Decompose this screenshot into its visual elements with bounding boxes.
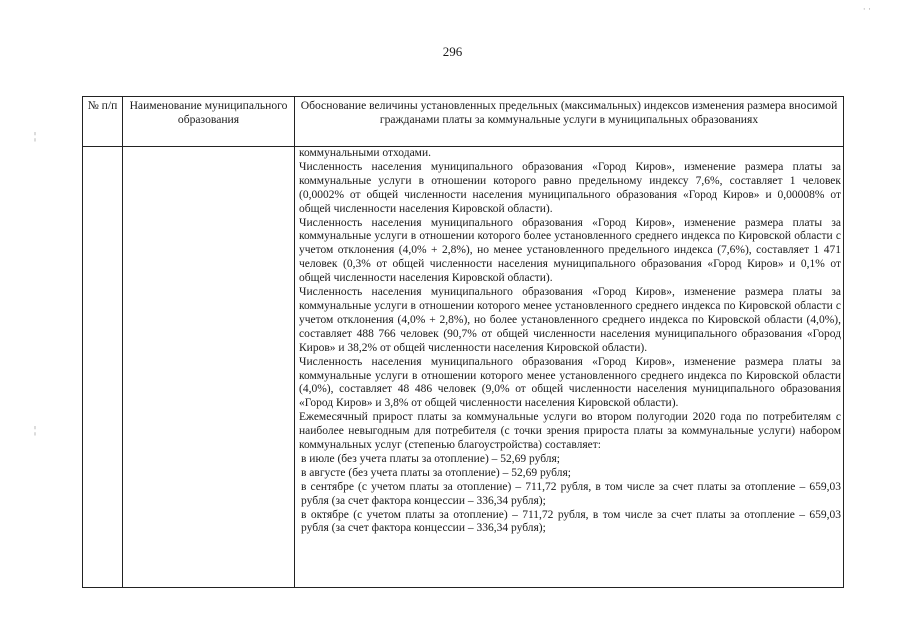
paragraph: Ежемесячный прирост платы за коммунальные услуги во втором полугодии 2020 года по потребителям с наиболее невыгодным для потребителя (с точки зрения прироста платы за коммунальные услуги) набором коммунальных услуг (степенью благоустройства) составляет: [299, 411, 841, 452]
list-item: в сентябре (с учетом платы за отопление) – 711,72 рубля, в том числе за счет платы за отопление – 659,03 рубля (за счет фактора концессии – 336,34 рубля); [301, 480, 841, 507]
list-item: в июле (без учета платы за отопление) – 52,69 рубля; [301, 452, 561, 465]
paragraph: Численность населения муниципального образования «Город Киров», изменение размера платы за коммунальные услуги в отношении которого менее установленного среднего индекса по Кировской области с учетом отклонения (4,0% + 2,8%), но более установленного среднего индекса по Кировской области (4,0%), составляет 488 766 человек (90,7% от общей численности населения муниципального образования «Город Киров» и 38,2% от общей численности населения Кировской области). [299, 286, 841, 354]
list-item: в августе (без учета платы за отопление) – 52,69 рубля; [301, 466, 571, 479]
justification-cell [299, 147, 841, 536]
header-justification: Обоснование величины установленных предельных (максимальных) индексов изменения размера вносимой гражданами платы за коммунальные услуги в муниципальных образованиях [300, 99, 838, 126]
paragraph: Численность населения муниципального образования «Город Киров», изменение размера платы за коммунальные услуги в отношении которого менее установленного среднего индекса по Кировской области (4,0%), составляет 48 486 человек (9,0% от общей численности населения муниципального образования «Город Киров» и 3,8% от общей численности населения Кировской области). [299, 355, 841, 410]
list-item: в октябре (с учетом платы за отопление) – 711,72 рубля, в том числе за счет платы за отопление – 659,03 рубля (за счет фактора концессии – 336,34 рубля); [301, 508, 841, 535]
scan-artifact-mark: ¦ [34, 425, 37, 436]
paragraph: Численность населения муниципального образования «Город Киров», изменение размера платы за коммунальные услуги в отношении которого более установленного среднего индекса по Кировской области с учетом отклонения (4,0% + 2,8%), но менее установленного предельного индекса (7,6%), составляет 1 471 человек (0,3% от общей численности населения муниципального образования «Город Киров» и 0,1% от общей численности населения Кировской области). [299, 216, 841, 285]
paragraph: коммунальными отходами. [299, 147, 431, 159]
column-divider [294, 97, 295, 587]
header-municipality-name: Наименование муниципального образования [129, 99, 288, 126]
header-number: № п/п [87, 99, 118, 112]
scan-artifact-dots: · · [862, 4, 871, 14]
scan-artifact-mark: ¦ [34, 131, 37, 142]
justification-table [82, 96, 844, 588]
column-divider [122, 97, 123, 587]
page-number: 296 [442, 44, 463, 59]
paragraph: Численность населения муниципального образования «Город Киров», изменение размера платы за коммунальные услуги в отношении которого равно предельному индексу 7,6%, составляет 1 человек (0,0002% от общей численности населения муниципального образования «Город Киров» и 0,00008% от общей численности населения Кировской области). [299, 160, 841, 215]
